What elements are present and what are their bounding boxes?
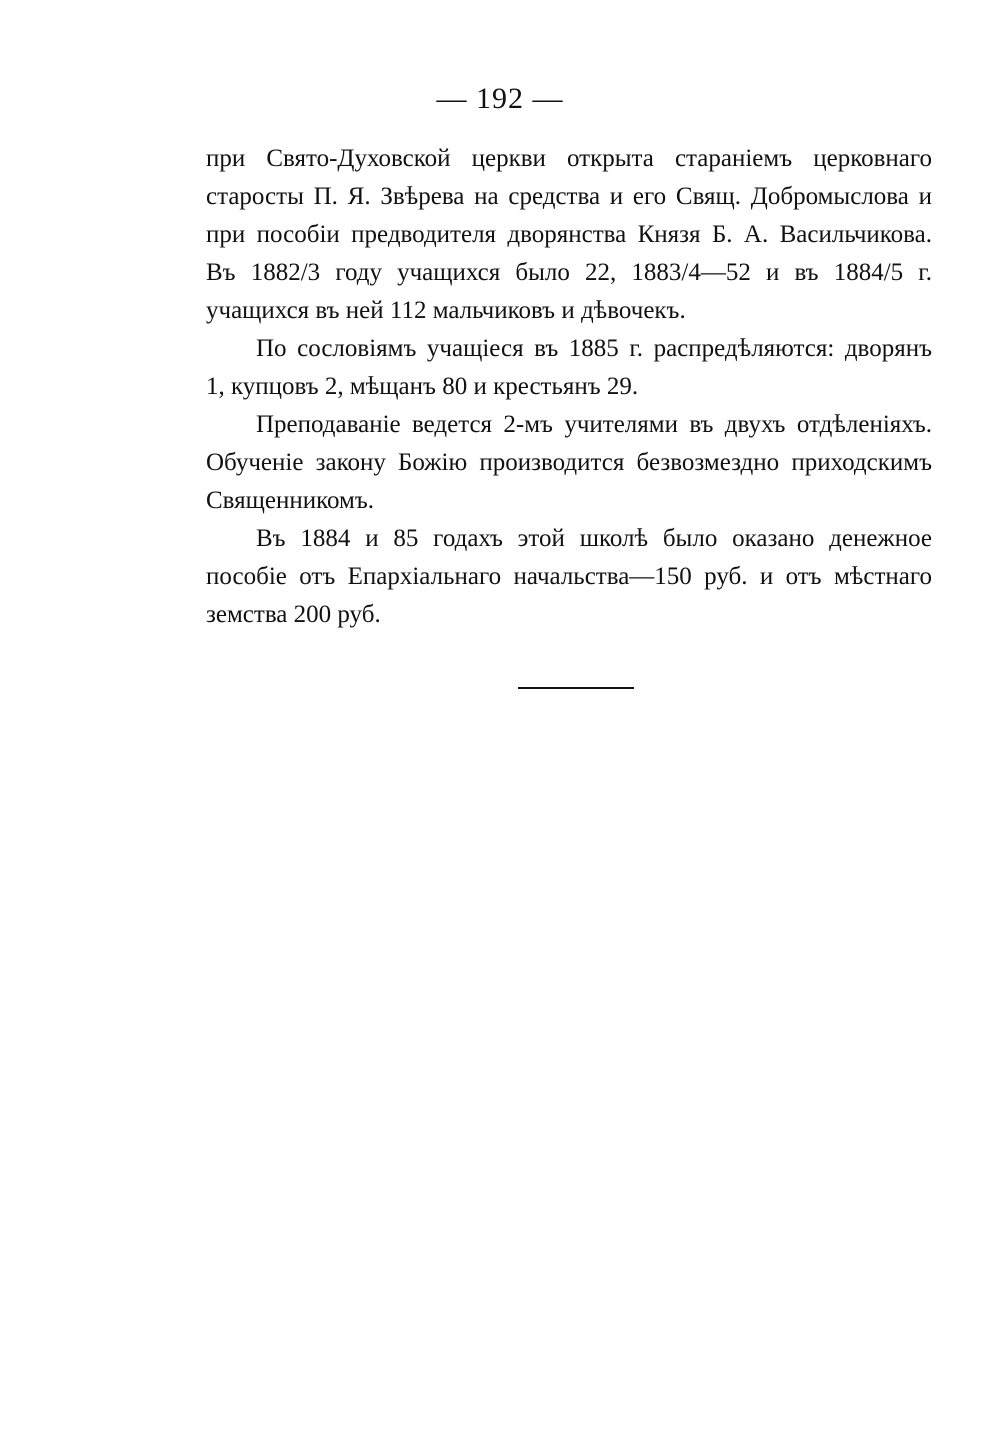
- text-line: По сословіямъ учащіеся въ 1885 г. распредѣляются: дворянъ: [256, 335, 932, 362]
- paragraph-3: [206, 406, 932, 520]
- text-line: пособіе отъ Епархіальнаго начальства—150 руб. и отъ мѣстнаго: [206, 563, 932, 590]
- text-line: 1, купцовъ 2, мѣщанъ 80 и крестьянъ 29.: [206, 373, 639, 400]
- text-line: при пособіи предводителя дворянства Князя Б. А. Васильчикова.: [206, 221, 932, 248]
- text-line: Священникомъ.: [206, 487, 375, 514]
- text-line: Обученіе закону Божію производится безвозмездно приходскимъ: [206, 449, 932, 476]
- text-line: Въ 1882/3 году учащихся было 22, 1883/4—52 и въ 1884/5 г.: [206, 259, 932, 286]
- body-text: [206, 140, 932, 634]
- section-end-rule: [518, 687, 634, 689]
- paragraph-1: [206, 140, 932, 330]
- text-line: учащихся въ ней 112 мальчиковъ и дѣвочекъ.: [206, 297, 686, 324]
- page-number: — 192 —: [436, 82, 564, 115]
- text-line: Преподаваніе ведется 2-мъ учителями въ двухъ отдѣленіяхъ.: [256, 411, 932, 438]
- paragraph-4: [206, 520, 932, 634]
- text-line: Въ 1884 и 85 годахъ этой школѣ было оказано денежное: [256, 525, 932, 552]
- text-line: старосты П. Я. Звѣрева на средства и его Свящ. Добромыслова и: [206, 183, 932, 210]
- paragraph-2: [206, 330, 932, 406]
- text-line: при Свято-Духовской церкви открыта стараніемъ церковнаго: [206, 145, 932, 172]
- text-line: земства 200 руб.: [206, 601, 381, 628]
